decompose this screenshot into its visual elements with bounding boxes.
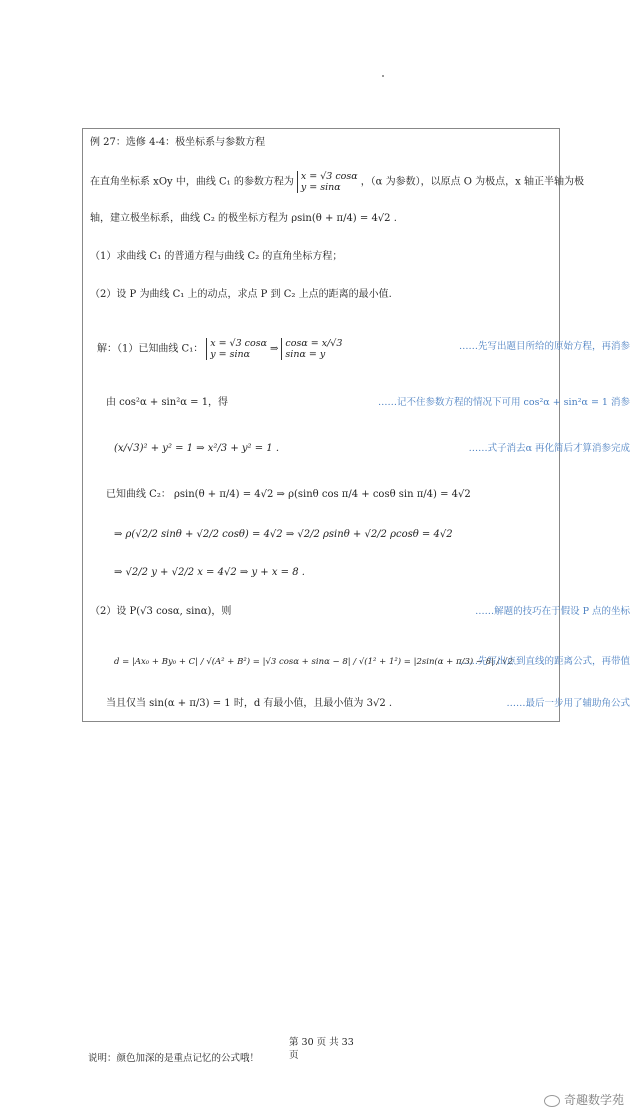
solution-step-2: 由 cos²α + sin²α = 1，得 [106, 397, 229, 408]
solution-system-b: cosα = x/√3 sinα = y [281, 338, 342, 360]
annotation-4: ……解题的技巧在于假设 P 点的坐标 [475, 606, 630, 617]
solution-step-9: 当且仅当 sin(α + π/3) = 1 时，d 有最小值，且最小值为 3√2 . [106, 698, 393, 709]
annotation-5: ……先写出点到直线的距离公式，再带值 [458, 656, 630, 667]
solution-step-1: 解：（1）已知曲线 C₁： x = √3 cosα y = sinα ⇒ cosα = x/√3 sinα = y [97, 338, 343, 360]
solution-step-5: ⇒ ρ(√2/2 sinθ + √2/2 cosθ) = 4√2 ⇒ √2/2 ρsinθ + √2/2 ρcosθ = 4√2 [114, 529, 453, 540]
solution-step-7: （2）设 P(√3 cosα, sinα)，则 [90, 606, 232, 617]
statement-line-1: 在直角坐标系 xOy 中，曲线 C₁ 的参数方程为 x = √3 cosα y = sinα ，（α 为参数），以原点 O 为极点，x 轴正半轴为极 [90, 171, 584, 193]
annotation-1: ……先写出题目所给的原始方程，再消参 [458, 341, 630, 352]
solution-step-3: (x/√3)² + y² = 1 ⇒ x²/3 + y² = 1 . [114, 443, 280, 454]
example-title: 例 27：选修 4-4：极坐标系与参数方程 [90, 137, 266, 148]
solution-step-6: ⇒ √2/2 y + √2/2 x = 4√2 ⇒ y + x = 8 . [114, 567, 305, 578]
annotation-2: ……记不住参数方程的情况下可用 cos²α + sin²α = 1 消参 [378, 397, 630, 408]
annotation-3: ……式子消去α 再化简后才算消参完成 [468, 443, 630, 454]
page-number-cont: 页 [289, 1050, 299, 1061]
question-2: （2）设 P 为曲线 C₁ 上的动点，求点 P 到 C₂ 上点的距离的最小值. [90, 289, 392, 300]
param-system: x = √3 cosα y = sinα [297, 171, 358, 193]
solution-step-8: d = |Ax₀ + By₀ + C| / √(A² + B²) = |√3 cosα + sinα − 8| / √(1² + 1²) = |2sin(α + π/3) − 8| / √2 [114, 657, 514, 667]
wechat-icon [544, 1095, 560, 1107]
solution-system-a: x = √3 cosα y = sinα [206, 338, 267, 360]
watermark: 奇趣数学苑 [544, 1091, 624, 1108]
page-number: 第 30 页 共 33 [289, 1037, 354, 1048]
statement-line-2: 轴，建立极坐标系，曲线 C₂ 的极坐标方程为 ρsin(θ + π/4) = 4√2 . [90, 213, 397, 224]
footnote: 说明：颜色加深的是重点记忆的公式哦！ [88, 1053, 260, 1064]
question-1: （1）求曲线 C₁ 的普通方程与曲线 C₂ 的直角坐标方程； [90, 251, 343, 262]
speck [382, 75, 384, 77]
annotation-6: ……最后一步用了辅助角公式 [506, 698, 630, 709]
solution-step-4: 已知曲线 C₂： ρsin(θ + π/4) = 4√2 ⇒ ρ(sinθ cos π/4 + cosθ sin π/4) = 4√2 [106, 489, 471, 500]
